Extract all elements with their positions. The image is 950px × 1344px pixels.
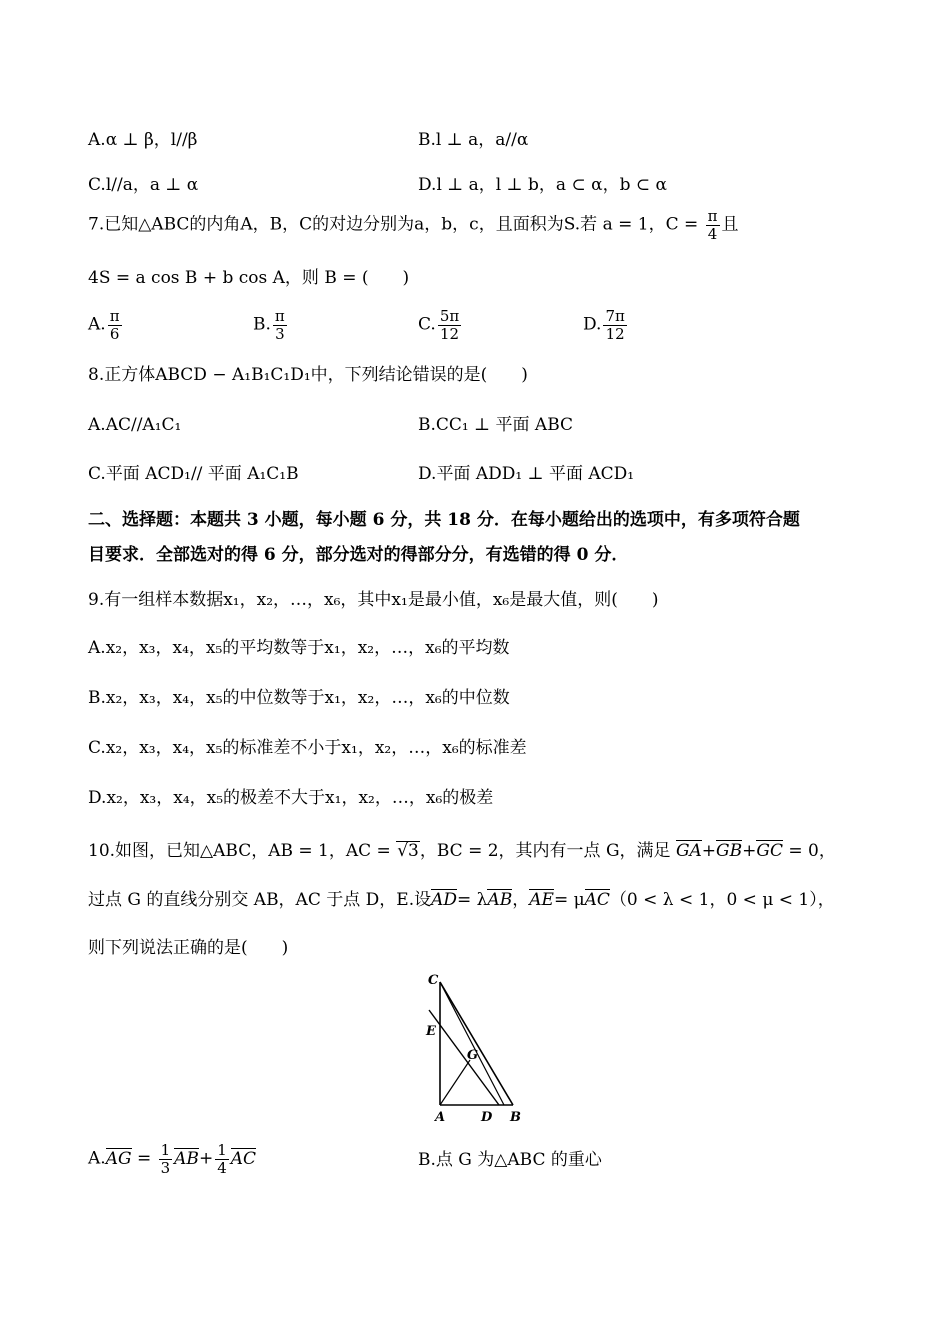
option-label: C. <box>418 314 436 335</box>
q6-option-b <box>418 130 528 150</box>
q7-stem-line2 <box>88 268 409 288</box>
frac-num: π <box>274 307 285 325</box>
label-c: C <box>428 973 439 988</box>
cevian-a <box>440 1060 470 1105</box>
q6-option-c <box>88 175 198 195</box>
option-label: B. <box>418 415 436 435</box>
label-d: D <box>481 1110 493 1125</box>
fraction <box>438 308 461 342</box>
option-label: B. <box>418 130 436 150</box>
option-text: x₂，x₃，x₄，x₅的平均数等于x₁，x₂，…，x₆的平均数 <box>105 638 510 658</box>
q8-option-c <box>88 464 299 484</box>
option-label: B. <box>253 314 271 335</box>
option-text: x₂，x₃，x₄，x₅的标准差不小于x₁，x₂，…，x₆的标准差 <box>105 738 527 758</box>
q9-option-a <box>88 638 510 658</box>
option-text: l//a，a ⊥ α <box>105 175 199 195</box>
option-label: A. <box>88 130 106 150</box>
frac-num: π <box>109 307 120 325</box>
stem-text: 8.正方体ABCD − A₁B₁C₁D₁中，下列结论错误的是( ) <box>88 365 528 385</box>
q8-option-d <box>418 464 634 484</box>
stem-text: 10.如图，已知△ABC，AB = 1，AC = <box>88 841 391 861</box>
vector-ag: AG <box>105 1148 132 1169</box>
label-b: B <box>510 1110 521 1125</box>
equals-sign: = <box>136 1148 152 1169</box>
vector-ab: AB <box>174 1148 199 1169</box>
vector-ga: GA <box>675 841 702 861</box>
cevian-c <box>440 982 504 1105</box>
q10-stem-line3: 则下列说法正确的是( ) <box>88 938 289 958</box>
option-label: C. <box>88 464 106 484</box>
frac-den: 6 <box>109 324 120 343</box>
fraction <box>273 308 287 342</box>
q7-option-d <box>583 308 629 342</box>
fraction <box>108 308 122 342</box>
option-label: C. <box>88 175 106 195</box>
stem-text: （0 < λ < 1，0 < μ < 1）， <box>609 890 835 910</box>
label-g: G <box>467 1048 479 1063</box>
stem-text: ，BC = 2，其内有一点 G，满足 <box>419 841 671 861</box>
plus-sign: + <box>198 1148 214 1169</box>
option-label: D. <box>583 314 602 335</box>
frac-den: 4 <box>217 1158 227 1177</box>
sqrt-value: 3 <box>408 841 419 861</box>
segment-bc <box>440 982 513 1105</box>
frac-num: 5π <box>439 307 460 325</box>
stem-text: = μ <box>553 890 585 910</box>
frac-num: 1 <box>217 1141 227 1159</box>
option-label: A. <box>88 1148 106 1169</box>
vector-ac: AC <box>230 1148 257 1169</box>
fraction <box>215 1142 229 1176</box>
vector-ac: AC <box>584 890 610 910</box>
option-label: A. <box>88 415 106 435</box>
option-text: 平面 ADD₁ ⊥ 平面 ACD₁ <box>436 464 635 484</box>
sqrt: √3 <box>397 841 419 861</box>
section2-heading-line1: 二、选择题：本题共 3 小题，每小题 6 分，共 18 分．在每小题给出的选项中，有多项符合题 <box>88 510 800 530</box>
stem-text: 过点 G 的直线分别交 AB，AC 于点 D，E.设 <box>88 890 432 910</box>
option-text: x₂，x₃，x₄，x₅的中位数等于x₁，x₂，…，x₆的中位数 <box>105 688 510 708</box>
triangle-figure <box>415 970 535 1125</box>
option-label: D. <box>418 464 437 484</box>
fraction <box>159 1142 173 1176</box>
q9-option-b <box>88 688 510 708</box>
q9-stem <box>88 590 659 610</box>
stem-text: a = 1，C = <box>602 214 699 235</box>
q9-option-d <box>88 788 493 808</box>
option-text: x₂，x₃，x₄，x₅的极差不大于x₁，x₂，…，x₆的极差 <box>106 788 494 808</box>
vector-gc: GC <box>756 841 783 861</box>
vector-ae: AE <box>529 890 554 910</box>
fraction <box>706 208 720 242</box>
option-text: l ⊥ a，a//α <box>435 130 529 150</box>
label-a: A <box>435 1110 446 1125</box>
q10-option-a <box>88 1142 256 1176</box>
option-text: 平面 ACD₁// 平面 A₁C₁B <box>105 464 299 484</box>
frac-num: 7π <box>605 307 625 325</box>
q8-stem <box>88 365 528 385</box>
frac-den: 3 <box>160 1158 171 1177</box>
q10-stem-line1: 10.如图，已知△ABC，AB = 1，AC = √3，BC = 2，其内有一点 G，满足 GA+GB+GC = 0， <box>88 841 836 861</box>
option-label: D. <box>88 788 107 808</box>
q8-option-b <box>418 415 573 435</box>
option-label: A. <box>88 638 106 658</box>
stem-text: = λ <box>457 890 488 910</box>
frac-den: 12 <box>439 324 460 343</box>
label-e: E <box>426 1024 436 1039</box>
option-text: α ⊥ β，l//β <box>105 130 198 150</box>
triangle-diagram <box>415 970 535 1125</box>
q10-stem-line2 <box>88 889 835 910</box>
q9-option-c <box>88 738 527 758</box>
frac-den: 3 <box>275 324 285 343</box>
option-label: A. <box>88 314 106 335</box>
q10-option-b: B.点 G 为△ABC 的重心 <box>418 1150 602 1170</box>
frac-num: 1 <box>160 1141 171 1159</box>
stem-text: 9.有一组样本数据x₁，x₂，…，x₆，其中x₁是最小值，x₆是最大值，则( ) <box>88 590 659 610</box>
stem-text: 且 <box>721 214 739 235</box>
option-text: l ⊥ a，l ⊥ b，a ⊂ α，b ⊂ α <box>436 175 667 195</box>
q7-stem-line1 <box>88 208 739 242</box>
stem-text: 7.已知△ABC的内角A，B，C的对边分别为a，b，c，且面积为S.若 <box>88 214 598 235</box>
q8-option-a <box>88 415 181 435</box>
stem-text: 4S = a cos B + b cos A，则 B = ( ) <box>88 268 410 288</box>
frac-num: π <box>707 207 718 225</box>
q6-option-d <box>418 175 667 195</box>
option-label: C. <box>88 738 106 758</box>
q7-option-c <box>418 308 463 342</box>
option-label: D. <box>418 175 437 195</box>
option-label: B. <box>88 688 106 708</box>
vector-ad: AD <box>431 890 458 910</box>
fraction <box>603 308 626 342</box>
q7-option-a <box>88 308 124 342</box>
vector-gb: GB <box>716 841 743 861</box>
stem-text: = 0， <box>788 841 836 861</box>
stem-text: ， <box>512 890 530 910</box>
frac-den: 4 <box>707 224 718 243</box>
option-text: CC₁ ⊥ 平面 ABC <box>435 415 574 435</box>
frac-den: 12 <box>605 324 625 343</box>
section2-heading-line2: 目要求．全部选对的得 6 分，部分选对的得部分分，有选错的得 0 分． <box>88 545 629 565</box>
vector-ab: AB <box>487 890 513 910</box>
q6-option-a <box>88 130 198 150</box>
q7-option-b <box>253 308 289 342</box>
option-text: AC//A₁C₁ <box>105 415 182 435</box>
